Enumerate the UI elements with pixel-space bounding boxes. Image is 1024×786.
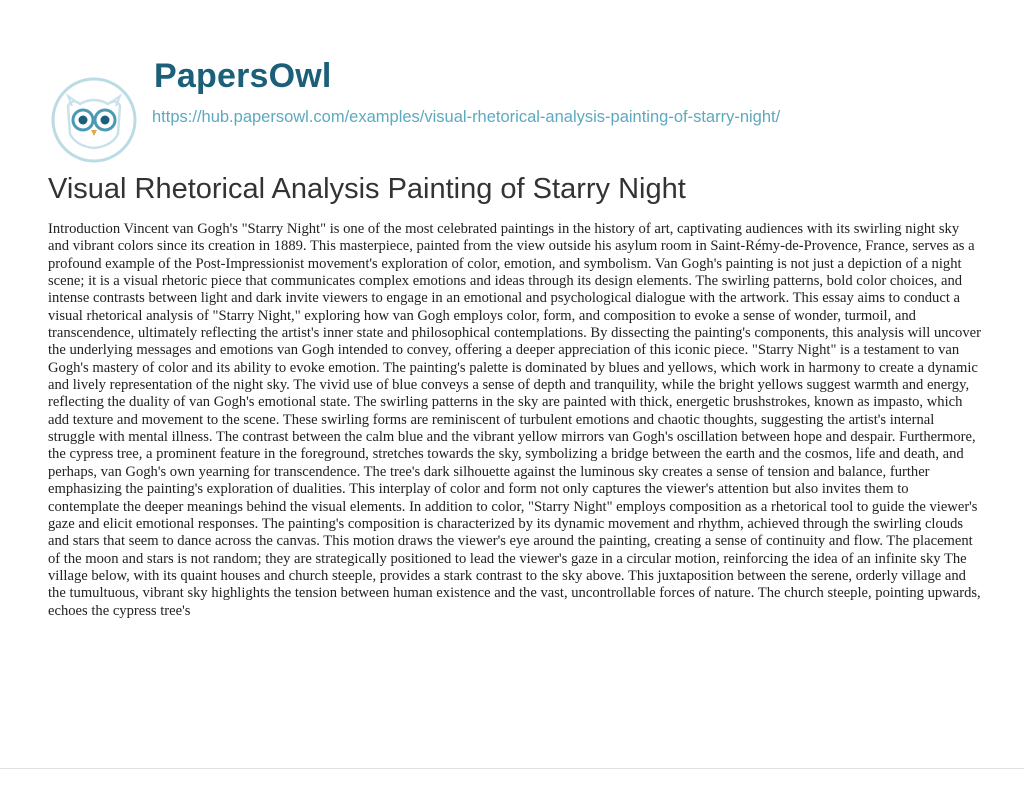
brand-name[interactable]: PapersOwl <box>154 57 332 95</box>
essay-body: Introduction Vincent van Gogh's "Starry Night" is one of the most celebrated paintings in the history of art, captivating audiences with its swirling night sky and vibrant colors since its creation in 1889. This masterpiece, painted from the view outside his asylum room in Saint-Rémy-de-Provence, France, serves as a profound example of the Post-Impressionist movement's exploration of color, emotion, and symbolism. Van Gogh's painting is not just a depiction of a night scene; it is a visual rhetoric piece that communicates complex emotions and ideas through its design elements. The swirling patterns, bold color choices, and intense contrasts between light and dark invite viewers to engage in an emotional and psychological dialogue with the artwork. This essay aims to conduct a visual rhetorical analysis of "Starry Night," exploring how van Gogh employs color, form, and composition to evoke a sense of wonder, turmoil, and transcendence, ultimately reflecting the artist's inner state and philosophical contemplations. By dissecting the painting's components, this analysis will uncover the underlying messages and emotions van Gogh intended to convey, offering a deeper appreciation of this iconic piece. "Starry Night" is a testament to van Gogh's mastery of color and its ability to evoke emotion. The painting's palette is dominated by blues and yellows, which work in harmony to create a dynamic and lively representation of the night sky. The vivid use of blue conveys a sense of depth and tranquility, while the bright yellows suggest warmth and energy, reflecting the duality of van Gogh's emotional state. The swirling patterns in the sky are painted with thick, energetic brushstrokes, known as impasto, which add texture and movement to the scene. These swirling forms are reminiscent of turbulent emotions and chaotic thoughts, suggesting the artist's internal struggle with mental illness. The contrast between the calm blue and the vibrant yellow mirrors van Gogh's oscillation between hope and despair. Furthermore, the cypress tree, a prominent feature in the foreground, stretches towards the sky, symbolizing a bridge between the earth and the cosmos, life and death, and perhaps, van Gogh's own yearning for transcendence. The tree's dark silhouette against the luminous sky creates a sense of tension and balance, further emphasizing the painting's exploration of dualities. This interplay of color and form not only captures the viewer's attention but also invites them to contemplate the deeper meanings behind the visual elements. In addition to color, "Starry Night" employs composition as a rhetorical tool to guide the viewer's gaze and elicit emotional responses. The painting's composition is characterized by its dynamic movement and rhythm, achieved through the swirling clouds and stars that seem to dance across the canvas. This motion draws the viewer's eye around the painting, creating a sense of continuity and flow. The placement of the moon and stars is not random; they are strategically positioned to lead the viewer's gaze in a circular motion, reinforcing the idea of an infinite sky The village below, with its quaint houses and church steeple, provides a stark contrast to the sky above. This juxtaposition between the serene, orderly village and the tumultuous, vibrant sky highlights the tension between human existence and the vast, uncontrollable forces of nature. The church steeple, pointing upwards, echoes the cypress tree's <box>48 221 981 619</box>
source-url-link[interactable]: https://hub.papersowl.com/examples/visual-rhetorical-analysis-painting-of-starry-night/ <box>152 108 781 126</box>
owl-icon <box>50 76 138 164</box>
essay-title: Visual Rhetorical Analysis Painting of Starry Night <box>48 173 686 205</box>
page-divider <box>0 768 1024 769</box>
site-header <box>50 56 970 136</box>
